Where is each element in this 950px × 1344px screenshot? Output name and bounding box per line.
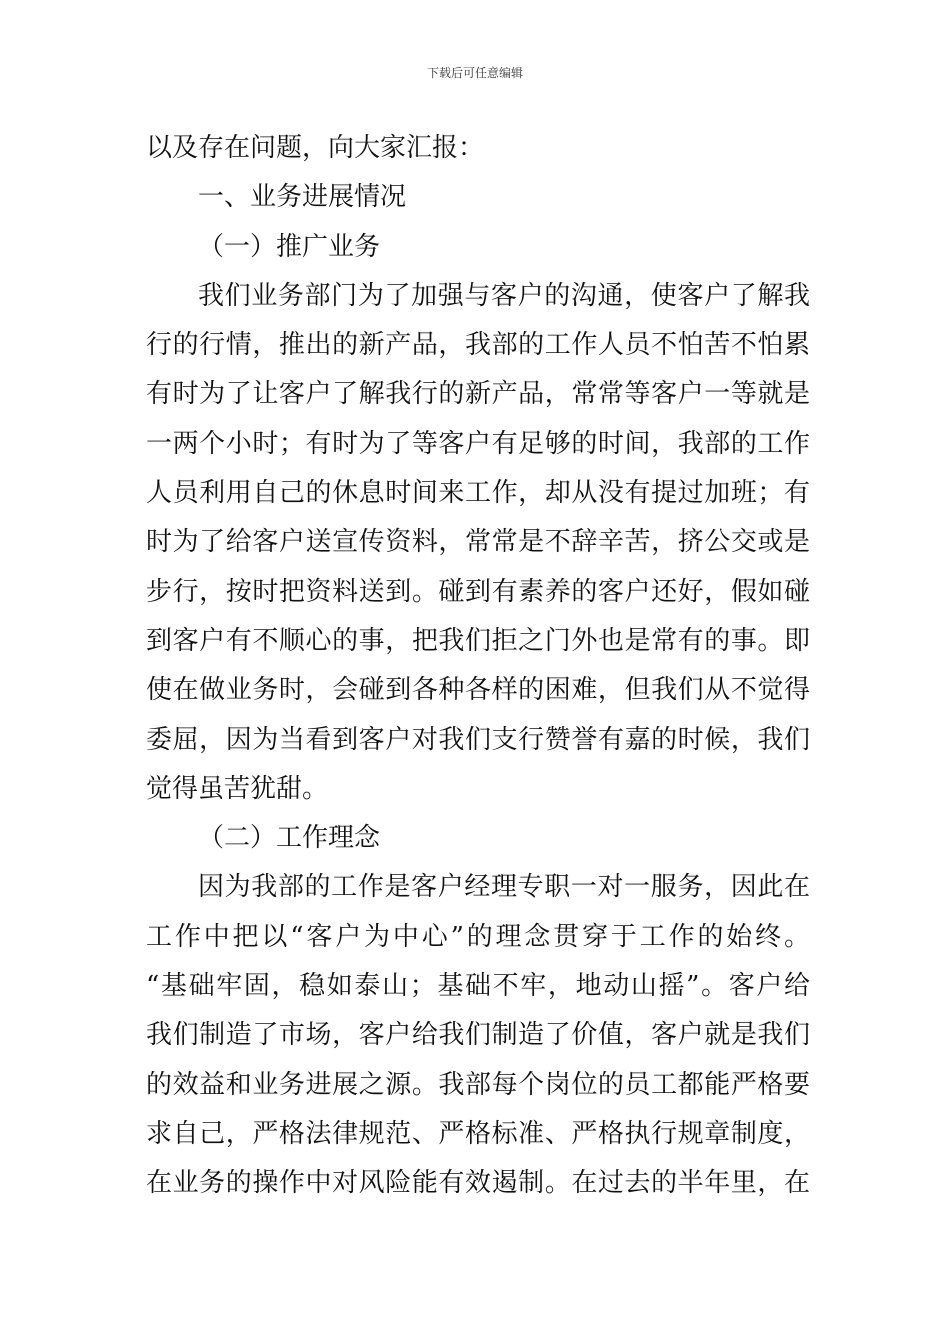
paragraph-line: 因为我部的工作是客户经理专职一对一服务，因此在 [198,872,810,903]
paragraph-line: 有时为了让客户了解我行的新产品，常常等客户一等就是 [146,379,810,410]
paragraph-line: 时为了给客户送宣传资料，常常是不辞辛苦，挤公交或是 [146,527,810,558]
paragraph-line: 人员利用自己的休息时间来工作，却从没有提过加班；有 [146,478,810,509]
paragraph-line: 步行，按时把资料送到。碰到有素养的客户还好，假如碰 [146,576,810,607]
paragraph-line: 我们业务部门为了加强与客户的沟通，使客户了解我 [198,280,810,311]
paragraph-line: 工作中把以“客户为中心”的理念贯穿于工作的始终。 [146,921,810,952]
section-heading: 一、业务进展情况 [198,182,407,213]
paragraph-line: 在业务的操作中对风险能有效遏制。在过去的半年里，在 [146,1168,810,1199]
paragraph-line: 的效益和业务进展之源。我部每个岗位的员工都能严格要 [146,1069,810,1100]
paragraph-line: 委屈，因为当看到客户对我们支行赞誉有嘉的时候，我们 [146,724,810,755]
paragraph-line: 一两个小时；有时为了等客户有足够的时间，我部的工作 [146,428,810,459]
subsection-heading: （一）推广业务 [198,231,381,262]
page-header: 下载后可任意编辑 [426,66,523,80]
paragraph-line: 以及存在问题，向大家汇报： [146,133,485,163]
paragraph-line: 行的行情，推出的新产品，我部的工作人员不怕苦不怕累 [146,330,810,361]
document-body [146,124,810,1209]
paragraph-line: 到客户有不顺心的事，把我们拒之门外也是常有的事。即 [146,625,810,656]
subsection-heading: （二）工作理念 [198,823,381,854]
paragraph-line: 求自己，严格法律规范、严格标准、严格执行规章制度， [146,1118,810,1149]
paragraph-line: 觉得虽苦犹甜。 [146,773,329,804]
paragraph-line: “基础牢固，稳如泰山；基础不牢，地动山摇”。客户给 [146,971,810,1002]
paragraph-line: 使在做业务时，会碰到各种各样的困难，但我们从不觉得 [146,675,810,706]
paragraph-line: 我们制造了市场，客户给我们制造了价值，客户就是我们 [146,1020,810,1051]
